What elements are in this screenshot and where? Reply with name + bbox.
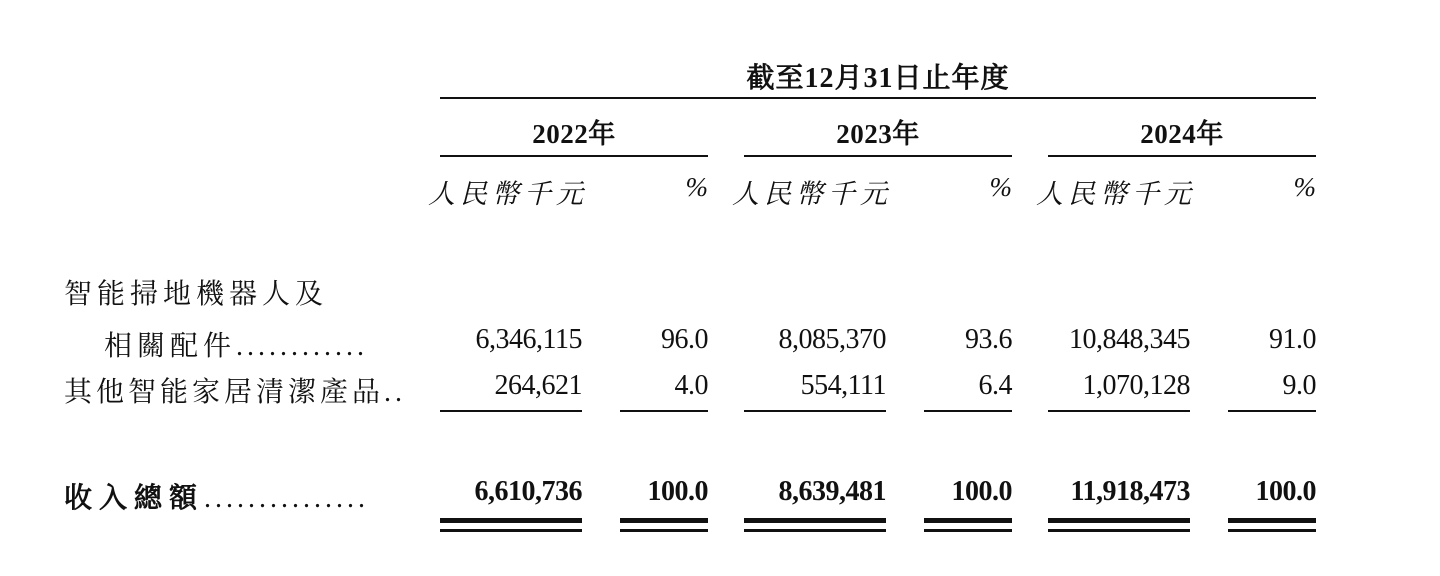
percent-header-2022: %: [685, 172, 708, 202]
row-other-2022-percent: 4.0: [674, 370, 708, 401]
row-robots-label-line2: [104, 324, 368, 364]
subtotal-rule-2024-percent: [1228, 410, 1316, 412]
row-other-label: [64, 370, 406, 410]
row-total-2023-percent: 100.0: [951, 476, 1012, 507]
subtotal-rule-2022-amount: [440, 410, 582, 412]
year-2024-heading: 2024年: [1140, 119, 1224, 149]
row-total-2024-percent: 100.0: [1255, 476, 1316, 507]
unit-header-2023: 人民幣千元: [732, 179, 892, 209]
unit-header-2022: 人民幣千元: [428, 179, 588, 209]
row-total-label-text: 收入總額: [64, 483, 205, 514]
total-double-rule-2023-amount-thick: [744, 518, 886, 523]
row-total-2022-amount: 6,610,736: [474, 476, 582, 507]
row-other-label-text: 其他智能家居清潔產品: [64, 377, 385, 408]
period-rule: [440, 97, 1316, 99]
subtotal-rule-2024-amount: [1048, 410, 1190, 412]
percent-header-2023: %: [989, 172, 1012, 202]
total-double-rule-2024-amount-thick: [1048, 518, 1190, 523]
subtotal-rule-2023-percent: [924, 410, 1012, 412]
subtotal-rule-2023-amount: [744, 410, 886, 412]
row-robots-leader-dots: ............: [236, 331, 369, 362]
period-heading: 截至12月31日止年度: [746, 63, 1010, 94]
row-other-2023-amount: 554,111: [800, 370, 886, 401]
row-total-2022-percent: 100.0: [647, 476, 708, 507]
row-robots-2023-percent: 93.6: [965, 324, 1012, 355]
total-double-rule-2024-amount-thin: [1048, 529, 1190, 532]
year-2023-heading: 2023年: [836, 119, 920, 149]
row-robots-2022-percent: 96.0: [661, 324, 708, 355]
total-double-rule-2024-percent-thin: [1228, 529, 1316, 532]
total-double-rule-2022-percent-thin: [620, 529, 708, 532]
row-total-leader-dots: ...............: [204, 483, 370, 514]
row-other-2023-percent: 6.4: [978, 370, 1012, 401]
total-double-rule-2024-percent-thick: [1228, 518, 1316, 523]
total-double-rule-2022-amount-thin: [440, 529, 582, 532]
total-double-rule-2022-amount-thick: [440, 518, 582, 523]
unit-header-2024: 人民幣千元: [1036, 179, 1196, 209]
year-2023-rule: [744, 155, 1012, 157]
year-2022-rule: [440, 155, 708, 157]
row-robots-label-line1: 智能掃地機器人及: [64, 279, 329, 310]
row-other-2024-percent: 9.0: [1282, 370, 1316, 401]
row-other-2022-amount: 264,621: [494, 370, 582, 401]
row-other-2024-amount: 1,070,128: [1082, 370, 1190, 401]
year-2022-heading: 2022年: [532, 119, 616, 149]
subtotal-rule-2022-percent: [620, 410, 708, 412]
total-double-rule-2022-percent-thick: [620, 518, 708, 523]
year-2024-rule: [1048, 155, 1316, 157]
row-robots-2024-percent: 91.0: [1269, 324, 1316, 355]
row-robots-2023-amount: 8,085,370: [778, 324, 886, 355]
row-other-leader-dots: ..: [384, 377, 407, 408]
row-robots-label-text: 相關配件: [104, 331, 237, 362]
row-robots-2022-amount: 6,346,115: [475, 324, 582, 355]
row-robots-2024-amount: 10,848,345: [1069, 324, 1190, 355]
total-double-rule-2023-amount-thin: [744, 529, 886, 532]
row-total-2023-amount: 8,639,481: [778, 476, 886, 507]
total-double-rule-2023-percent-thin: [924, 529, 1012, 532]
row-total-label: [64, 476, 369, 516]
percent-header-2024: %: [1293, 172, 1316, 202]
row-total-2024-amount: 11,918,473: [1070, 476, 1190, 507]
total-double-rule-2023-percent-thick: [924, 518, 1012, 523]
